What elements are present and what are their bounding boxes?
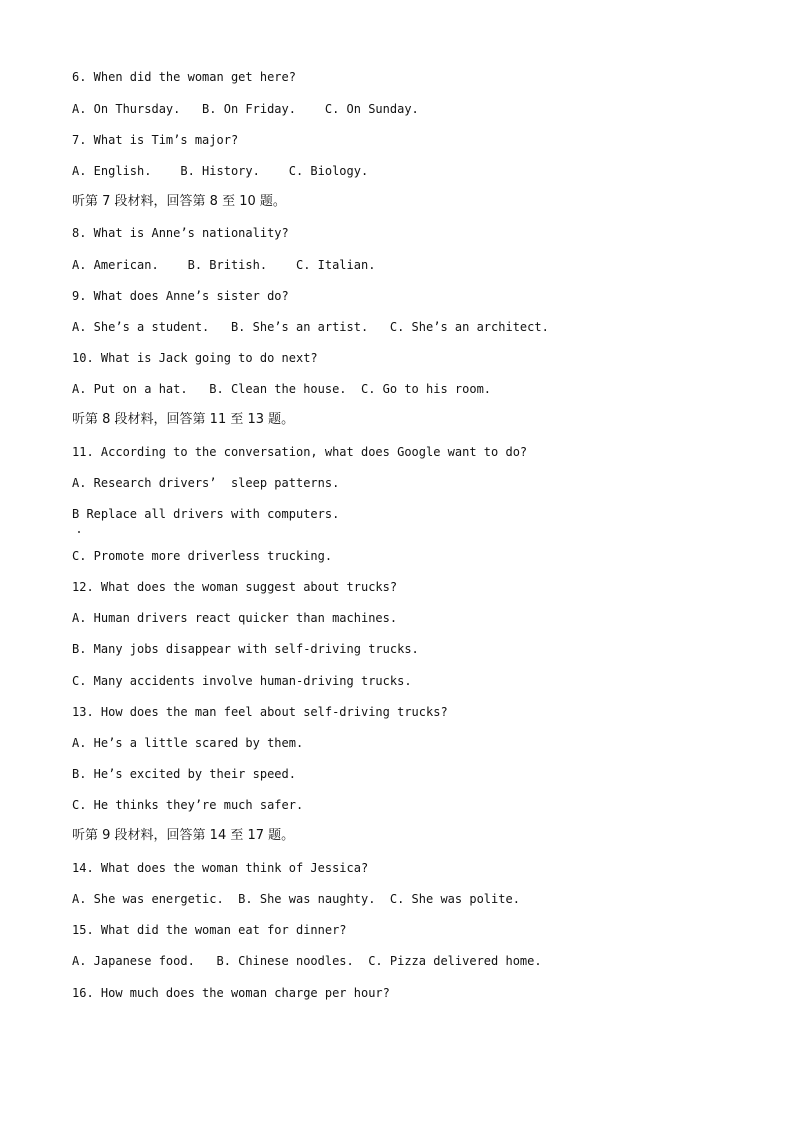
question-13: 13. How does the man feel about self-driving trucks? — [72, 705, 448, 719]
question-13-option-a: A. He’s a little scared by them. — [72, 736, 304, 750]
section-heading-9: 听第 9 段材料，回答第 14 至 17 题。 — [72, 828, 295, 843]
question-8-options: A. American. B. British. C. Italian. — [72, 258, 376, 272]
question-12-option-b: B. Many jobs disappear with self-driving trucks. — [72, 642, 419, 656]
question-10: 10. What is Jack going to do next? — [72, 351, 318, 365]
question-6: 6. When did the woman get here? — [72, 70, 296, 84]
question-11: 11. According to the conversation, what does Google want to do? — [72, 445, 528, 459]
question-8: 8. What is Anne’s nationality? — [72, 226, 289, 240]
question-11-option-c: C. Promote more driverless trucking. — [72, 549, 333, 563]
question-13-option-b: B. He’s excited by their speed. — [72, 767, 296, 781]
question-15-options: A. Japanese food. B. Chinese noodles. C. Pizza delivered home. — [72, 954, 542, 968]
question-11-option-b: B Replace all drivers with computers. — [72, 507, 340, 521]
section-heading-7: 听第 7 段材料，回答第 8 至 10 题。 — [72, 194, 286, 209]
question-15: 15. What did the woman eat for dinner? — [72, 923, 347, 937]
question-11-option-a: A. Research drivers’ sleep patterns. — [72, 476, 340, 490]
question-16: 16. How much does the woman charge per hour? — [72, 986, 390, 1000]
question-13-option-c: C. He thinks they’re much safer. — [72, 798, 304, 812]
question-10-options: A. Put on a hat. B. Clean the house. C. Go to his room. — [72, 382, 492, 396]
question-9: 9. What does Anne’s sister do? — [72, 289, 289, 303]
question-7: 7. What is Tim’s major? — [72, 133, 239, 147]
question-14-options: A. She was energetic. B. She was naughty. C. She was polite. — [72, 892, 520, 906]
question-12-option-c: C. Many accidents involve human-driving trucks. — [72, 674, 412, 688]
question-9-options: A. She’s a student. B. She’s an artist. C. She’s an architect. — [72, 320, 549, 334]
question-14: 14. What does the woman think of Jessica? — [72, 861, 369, 875]
question-7-options: A. English. B. History. C. Biology. — [72, 164, 369, 178]
question-12: 12. What does the woman suggest about trucks? — [72, 580, 398, 594]
print-speck — [78, 531, 80, 533]
question-6-options: A. On Thursday. B. On Friday. C. On Sunday. — [72, 102, 419, 116]
question-12-option-a: A. Human drivers react quicker than machines. — [72, 611, 398, 625]
section-heading-8: 听第 8 段材料，回答第 11 至 13 题。 — [72, 412, 295, 427]
